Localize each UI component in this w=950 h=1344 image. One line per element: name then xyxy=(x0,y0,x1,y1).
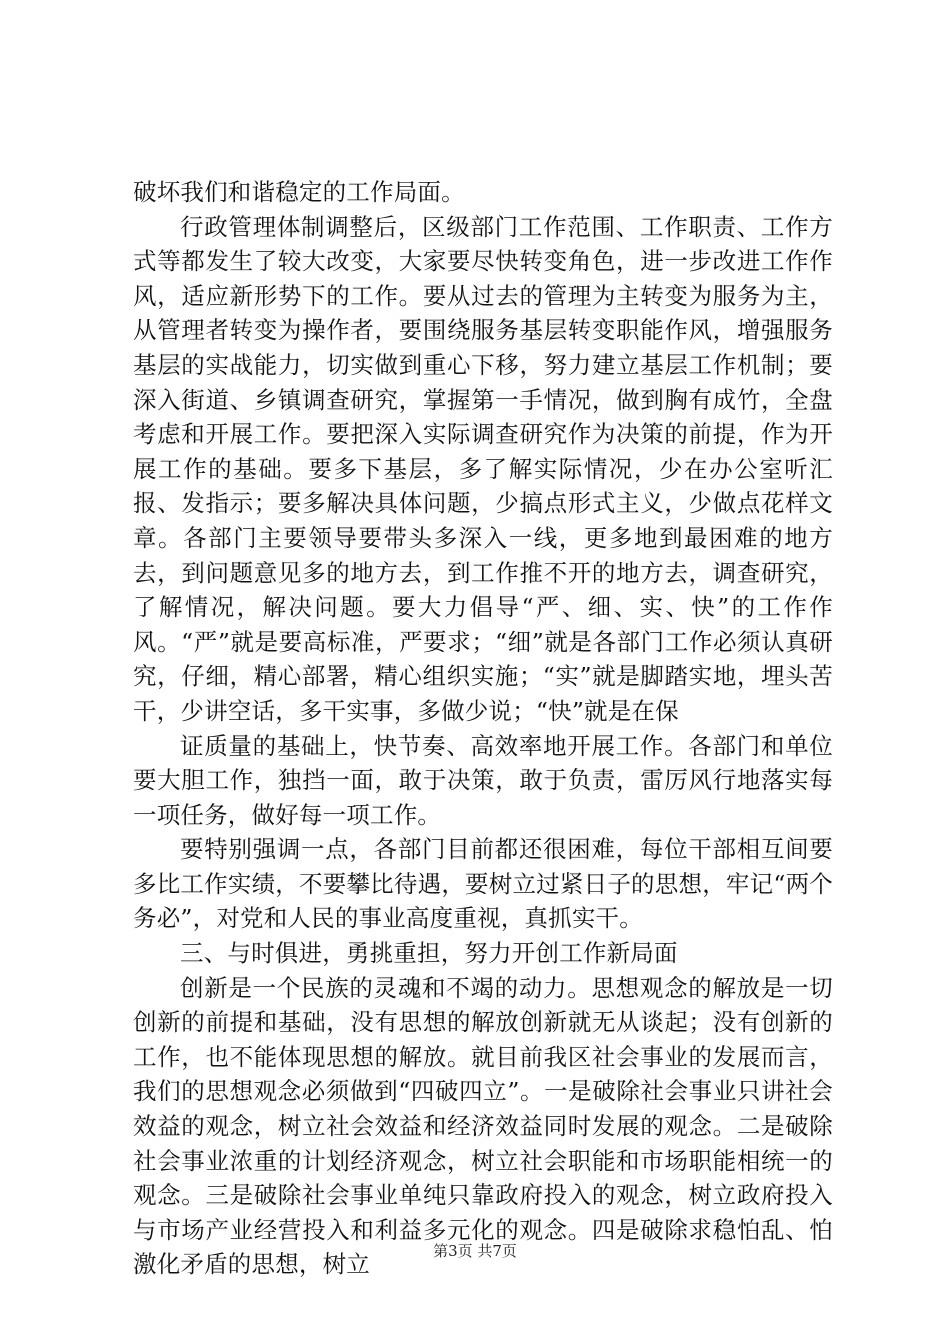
page-footer xyxy=(0,1240,950,1261)
paragraph-5: 创新是一个民族的灵魂和不竭的动力。思想观念的解放是一切创新的前提和基础，没有思想的解放创新就无从谈起；没有创新的工作，也不能体现思想的解放。就目前我区社会事业的发展而言，我们的思想观念必须做到“四破四立”。一是破除社会事业只讲社会效益的观念，树立社会效益和经济效益同时发展的观念。二是破除社会事业浓重的计划经济观念，树立社会职能和市场职能相统一的观念。三是破除社会事业单纯只靠政府投入的观念，树立政府投入与市场产业经营投入和利益多元化的观念。四是破除求稳怕乱、怕激化矛盾的思想，树立 xyxy=(133,973,833,1279)
paragraph-3: 证质量的基础上，快节奏、高效率地开展工作。各部门和单位要大胆工作，独挡一面，敢于决策，敢于负责，雷厉风行地落实每一项任务，做好每一项工作。 xyxy=(133,731,833,829)
section-heading: 三、与时俱进，勇挑重担，努力开创工作新局面 xyxy=(180,939,678,968)
paragraph-2: 行政管理体制调整后，区级部门工作范围、工作职责、工作方式等都发生了较大改变，大家要尽快转变角色，进一步改进工作作风，适应新形势下的工作。要从过去的管理为主转变为服务为主，从管理者转变为操作者，要围绕服务基层转变职能作风，增强服务基层的实战能力，切实做到重心下移，努力建立基层工作机制；要深入街道、乡镇调查研究，掌握第一手情况，做到胸有成竹，全盘考虑和开展工作。要把深入实际调查研究作为决策的前提，作为开展工作的基础。要多下基层，多了解实际情况，少在办公室听汇报、发指示；要多解决具体问题，少搞点形式主义，少做点花样文章。各部门主要领导要带头多深入一线，更多地到最困难的地方去，到问题意见多的地方去，到工作推不开的地方去，调查研究，了解情况，解决问题。要大力倡导“严、细、实、快”的工作作风。“严”就是要高标准，严要求；“细”就是各部门工作必须认真研究，仔细，精心部署，精心组织实施；“实”就是脚踏实地，埋头苦干，少讲空话，多干实事，多做少说；“快”就是在保 xyxy=(133,212,833,725)
document-body xyxy=(133,175,833,1282)
paragraph-1: 破坏我们和谐稳定的工作局面。 xyxy=(133,178,465,206)
page-number-label: 第3页 共7页 xyxy=(433,1242,517,1260)
paragraph-4: 要特别强调一点，各部门目前都还很困难，每位干部相互间要多比工作实绩，不要攀比待遇，要树立过紧日子的思想，牢记“两个务必”，对党和人民的事业高度重视，真抓实干。 xyxy=(133,835,833,933)
